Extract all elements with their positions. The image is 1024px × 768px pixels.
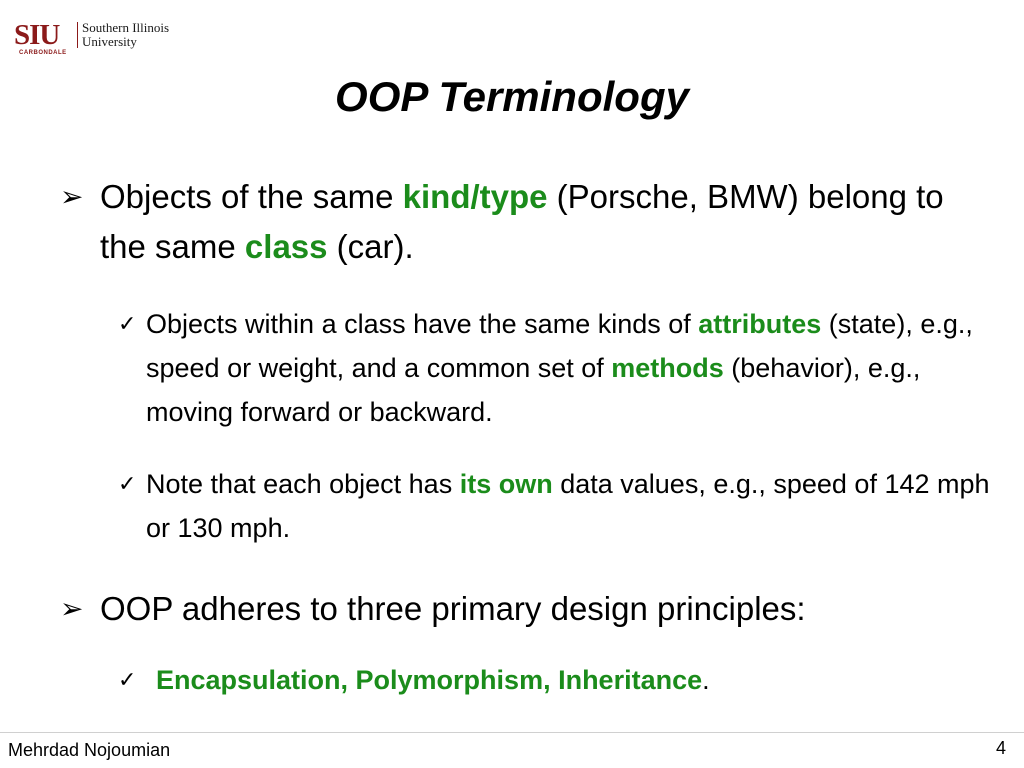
subbullet-text: Note that each object has <box>146 469 460 499</box>
logo-sub: CARBONDALE <box>19 50 67 56</box>
logo-name <box>82 21 169 49</box>
bullet-objects-class <box>60 172 980 272</box>
bullet-text: (car). <box>327 228 414 265</box>
footer-author: Mehrdad Nojoumian <box>8 740 171 760</box>
highlight-principles: Encapsulation, Polymorphism, Inheritance <box>156 665 703 695</box>
subbullet-own-values <box>118 462 1006 550</box>
highlight-methods: methods <box>611 353 724 383</box>
subbullet-text: . <box>702 665 710 695</box>
check-bullet-icon: ✓ <box>118 311 137 336</box>
highlight-kind-type: kind/type <box>402 178 548 215</box>
page-number: 4 <box>995 738 1006 758</box>
bullet-text: (Porsche, BMW) belong to the same <box>100 178 944 265</box>
subbullet-attributes-methods <box>118 302 1006 434</box>
check-bullet-icon: ✓ <box>118 667 137 692</box>
subbullet-text: Objects within a class have the same kinds of <box>146 309 699 339</box>
footer-divider <box>0 732 1024 733</box>
arrow-bullet-icon: ➢ <box>60 181 84 212</box>
logo-name-line2: University <box>82 34 137 49</box>
bullet-design-principles <box>60 584 980 634</box>
logo-mark: SIU <box>14 19 60 51</box>
bullet-text: OOP adheres to three primary design principles: <box>100 590 806 627</box>
subbullet-text: data values, e.g., speed of 142 mph or 130 mph. <box>146 469 990 543</box>
logo-name-line1: Southern Illinois <box>82 20 170 35</box>
arrow-bullet-icon: ➢ <box>60 593 84 624</box>
subbullet-text: (state), e.g., speed or weight, and a common set of <box>146 309 973 383</box>
logo-divider <box>77 22 78 48</box>
subbullet-text: (behavior), e.g., moving forward or backward. <box>146 353 921 427</box>
highlight-its-own: its own <box>459 469 553 499</box>
check-bullet-icon: ✓ <box>118 471 137 496</box>
subbullet-principles-list <box>118 658 1016 702</box>
slide-title: OOP Terminology <box>335 73 689 120</box>
siu-logo <box>14 20 184 60</box>
bullet-text: Objects of the same <box>100 178 403 215</box>
highlight-class: class <box>244 228 328 265</box>
highlight-attributes: attributes <box>698 309 822 339</box>
